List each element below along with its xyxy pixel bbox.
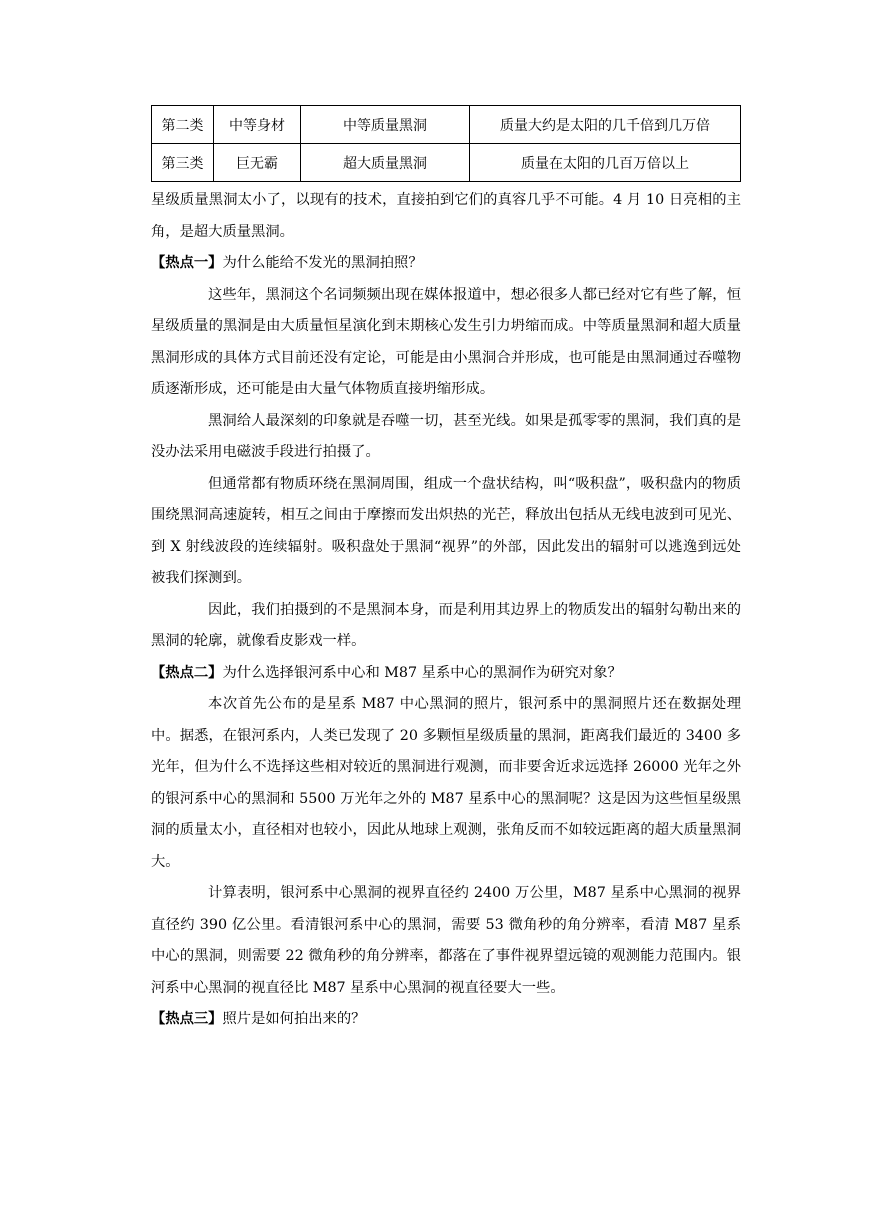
hotspot-question: 为什么选择银河系中心和 M87 星系中心的黑洞作为研究对象？ [222, 664, 622, 681]
hotspot-tag: 【热点二】 [151, 664, 223, 681]
paragraph: 但通常都有物质环绕在黑洞周围，组成一个盘状结构，叫“吸积盘”，吸积盘内的物质围绕黑洞高速旋转，相互之间由于摩擦而发出炽热的光芒，释放出包括从无线电波到可见光、到 X 射线波段的连续辐射。吸积盘处于黑洞“视界”的外部，因此发出的辐射可以逃逸到远处被我们探测到。 [151, 475, 741, 586]
hotspot-question: 照片是如何拍出来的？ [222, 1011, 366, 1027]
paragraph: 本次首先公布的是星系 M87 中心黑洞的照片，银河系中的黑洞照片还在数据处理中。据悉，在银河系内，人类已发现了 20 多颗恒星级质量的黑洞，距离我们最近的 3400 多光年，但为什么不选择这些相对较近的黑洞进行观测，而非要舍近求远选择 26000 光年之外的银河系中心的黑洞和 5500 万光年之外的 M87 星系中心的黑洞呢？这是因为这些恒星级黑洞的质量太小，直径相对也较小，因此从地球上观测，张角反而不如较远距离的超大质量黑洞大。 [151, 696, 741, 870]
intro-paragraph: 星级质量黑洞太小了，以现有的技术，直接拍到它们的真容几乎不可能。4 月 10 日亮相的主角，是超大质量黑洞。 [151, 192, 741, 240]
table-cell-mass: 质量在太阳的几百万倍以上 [470, 144, 741, 182]
table-cell-type: 中等质量黑洞 [301, 106, 470, 144]
hotspot-tag: 【热点一】 [151, 255, 223, 271]
table-cell-nickname: 巨无霸 [214, 144, 301, 182]
paragraph: 因此，我们拍摄到的不是黑洞本身，而是利用其边界上的物质发出的辐射勾勒出来的黑洞的轮廓，就像看皮影戏一样。 [151, 601, 741, 649]
table-cell-type: 超大质量黑洞 [301, 144, 470, 182]
hotspot-heading-2 [151, 658, 741, 690]
table-cell-mass: 质量大约是太阳的几千倍到几万倍 [470, 106, 741, 144]
black-hole-classification-table [151, 105, 741, 182]
table-cell-category: 第二类 [152, 106, 214, 144]
paragraph: 这些年，黑洞这个名词频频出现在媒体报道中，想必很多人都已经对它有些了解，恒星级质量的黑洞是由大质量恒星演化到末期核心发生引力坍缩而成。中等质量黑洞和超大质量黑洞形成的具体方式目前还没有定论，可能是由小黑洞合并形成，也可能是由黑洞通过吞噬物质逐渐形成，还可能是由大量气体物质直接坍缩形成。 [151, 286, 741, 397]
paragraph: 计算表明，银河系中心黑洞的视界直径约 2400 万公里，M87 星系中心黑洞的视界直径约 390 亿公里。看清银河系中心的黑洞，需要 53 微角秒的角分辨率，看清 M87 星系中心的黑洞，则需要 22 微角秒的角分辨率，都落在了事件视界望远镜的观测能力范围内。银河系中心黑洞的视直径比 M87 星系中心黑洞的视直径要大一些。 [151, 885, 741, 996]
hotspot-heading-1 [151, 248, 741, 280]
table-row [152, 106, 741, 144]
paragraph: 黑洞给人最深刻的印象就是吞噬一切，甚至光线。如果是孤零零的黑洞，我们真的是没办法采用电磁波手段进行拍摄了。 [151, 412, 741, 460]
hotspot-question: 为什么能给不发光的黑洞拍照？ [222, 255, 423, 271]
article-body [151, 185, 741, 1036]
hotspot-heading-3 [151, 1004, 741, 1036]
table-cell-category: 第三类 [152, 144, 214, 182]
table-row [152, 144, 741, 182]
hotspot-tag: 【热点三】 [151, 1011, 223, 1027]
table-cell-nickname: 中等身材 [214, 106, 301, 144]
